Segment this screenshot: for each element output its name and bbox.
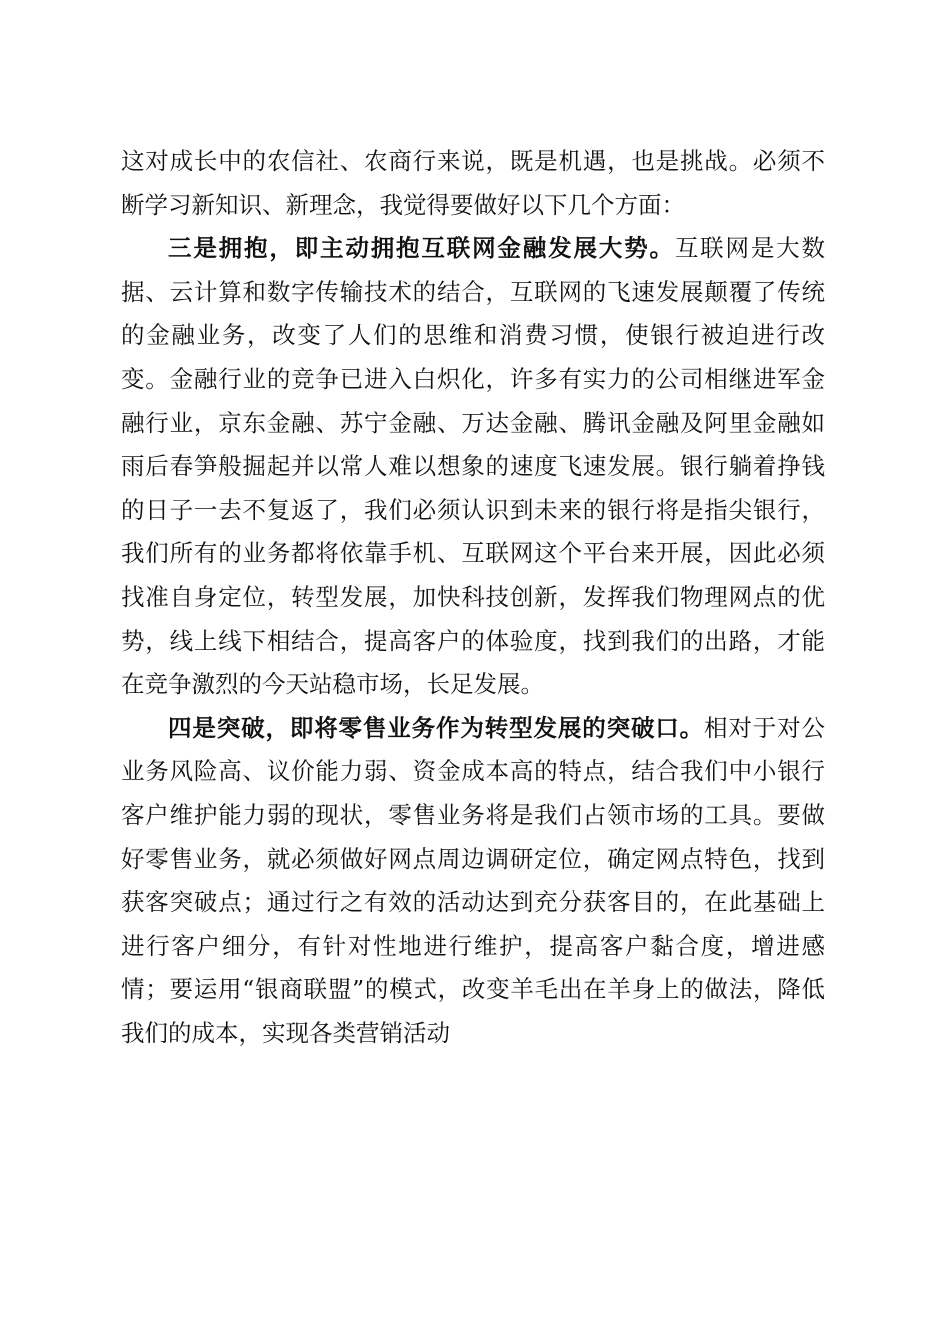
paragraph-heading: 四是突破，即将零售业务作为转型发展的突破口。: [168, 713, 705, 742]
document-body: [121, 140, 825, 1055]
paragraph-text: 相对于对公业务风险高、议价能力弱、资金成本高的特点，结合我们中小银行客户维护能力弱的现状，零售业务将是我们占领市场的工具。要做好零售业务，就必须做好网点周边调研定位，确定网点特色，找到获客突破点；通过行之有效的活动达到充分获客目的，在此基础上进行客户细分，有针对性地进行维护，提高客户黏合度，增进感情；要运用“银商联盟”的模式，改变羊毛出在羊身上的做法，降低我们的成本，实现各类营销活动: [121, 713, 826, 1047]
paragraph-intro: [121, 140, 825, 227]
paragraph-text: 互联网是大数据、云计算和数字传输技术的结合，互联网的飞速发展颠覆了传统的金融业务，改变了人们的思维和消费习惯，使银行被迫进行改变。金融行业的竞争已进入白炽化，许多有实力的公司相继进军金融行业，京东金融、苏宁金融、万达金融、腾讯金融及阿里金融如雨后春笋般掘起并以常人难以想象的速度飞速发展。银行躺着挣钱的日子一去不复返了，我们必须认识到未来的银行将是指尖银行，我们所有的业务都将依靠手机、互联网这个平台来开展，因此必须找准自身定位，转型发展，加快科技创新，发挥我们物理网点的优势，线上线下相结合，提高客户的体验度，找到我们的出路，才能在竞争激烈的今天站稳市场，长足发展。: [121, 234, 826, 699]
paragraph-embrace: [121, 227, 825, 707]
paragraph-text: 这对成长中的农信社、农商行来说，既是机遇，也是挑战。必须不断学习新知识、新理念，我觉得要做好以下几个方面：: [121, 147, 825, 219]
paragraph-breakthrough: [121, 707, 825, 1056]
paragraph-heading: 三是拥抱，即主动拥抱互联网金融发展大势。: [168, 234, 675, 263]
